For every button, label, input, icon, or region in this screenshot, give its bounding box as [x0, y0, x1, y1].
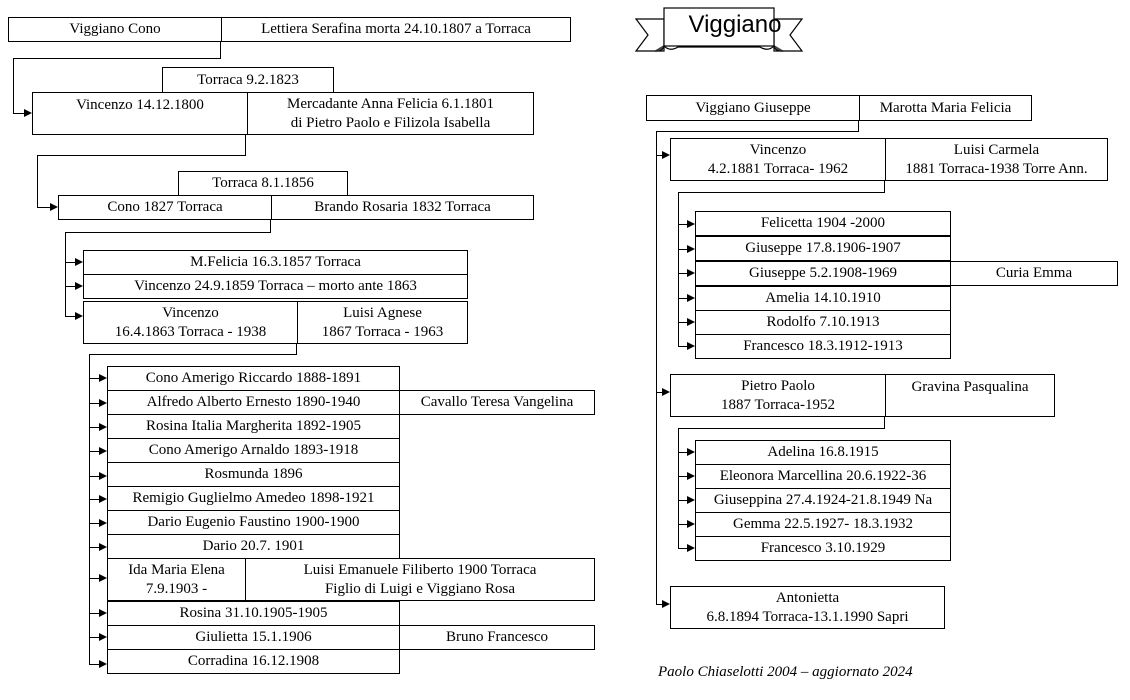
connector-line	[270, 220, 271, 232]
person-name: Curia Emma	[995, 265, 1073, 281]
arrow-icon	[99, 423, 107, 431]
spouse-curia-emma	[950, 261, 1118, 286]
connector-line	[37, 155, 38, 207]
arrow-icon	[687, 318, 695, 326]
child-row	[695, 512, 951, 537]
arrow-icon	[75, 312, 83, 320]
person-name: Giulietta 15.1.1906	[195, 629, 312, 645]
person-name: Corradina 16.12.1908	[187, 653, 320, 669]
connector-line	[65, 232, 66, 316]
connector-line	[13, 58, 14, 113]
person-dates: 1867 Torraca - 1963	[321, 323, 444, 340]
child-row	[695, 211, 951, 236]
page-title: Viggiano	[688, 11, 782, 38]
person-name: Pietro Paolo	[741, 377, 815, 394]
person-name: Giuseppe 17.8.1906-1907	[745, 240, 901, 256]
connector-line	[37, 207, 51, 208]
arrow-icon	[99, 495, 107, 503]
connector-line	[89, 378, 99, 379]
person-dates: 4.2.1881 Torraca- 1962	[707, 160, 849, 177]
person-name: Alfredo Alberto Ernesto 1890-1940	[146, 394, 361, 410]
person-name: Rodolfo 7.10.1913	[766, 314, 880, 330]
connector-line	[678, 500, 687, 501]
child-row	[107, 414, 400, 439]
person-name: Marotta Maria Felicia	[879, 99, 1012, 116]
connector-line	[89, 451, 99, 452]
connector-line	[89, 523, 99, 524]
person-name: Viggiano Cono	[69, 21, 161, 37]
arrow-icon	[99, 519, 107, 527]
person-name: Antonietta	[775, 589, 840, 606]
person-viggiano-giuseppe	[646, 95, 860, 121]
person-name: Dario 20.7. 1901	[202, 538, 305, 554]
arrow-icon	[99, 374, 107, 382]
person-parents: Figlio di Luigi e Viggiano Rosa	[324, 580, 516, 597]
marriage-label	[178, 171, 348, 196]
spouse-luisi-emanuele	[245, 558, 595, 601]
child-row	[695, 464, 951, 489]
person-name: Felicetta 1904 -2000	[760, 215, 886, 231]
connector-line	[678, 224, 687, 225]
connector-line	[37, 155, 246, 156]
person-name: Giuseppe 5.2.1908-1969	[749, 265, 897, 281]
marriage-text: Torraca 9.2.1823	[197, 71, 299, 88]
person-name: Dario Eugenio Faustino 1900-1900	[147, 514, 360, 530]
arrow-icon	[687, 472, 695, 480]
arrow-icon	[50, 203, 58, 211]
person-dates: 1887 Torraca-1952	[720, 396, 836, 413]
connector-line	[89, 403, 99, 404]
person-name: Luisi Emanuele Filiberto 1900 Torraca	[303, 561, 537, 578]
child-row	[107, 649, 400, 674]
person-name: Ida Maria Elena	[128, 561, 225, 578]
child-row	[695, 488, 951, 513]
person-viggiano-cono	[8, 17, 222, 42]
connector-line	[220, 42, 221, 58]
arrow-icon	[662, 388, 670, 396]
arrow-icon	[687, 294, 695, 302]
arrow-icon	[662, 600, 670, 608]
connector-line	[245, 135, 246, 155]
child-row	[695, 334, 951, 359]
child-row	[107, 601, 400, 626]
child-row	[695, 310, 951, 335]
connector-line	[678, 346, 687, 347]
arrow-icon	[687, 245, 695, 253]
person-m-felicia	[83, 250, 468, 275]
person-name: Eleonora Marcellina 20.6.1922-36	[719, 468, 927, 484]
person-name: Adelina 16.8.1915	[767, 444, 879, 460]
person-vincenzo-1800	[32, 92, 248, 135]
person-name: Viggiano Giuseppe	[695, 99, 811, 116]
connector-line	[13, 58, 221, 59]
connector-line	[89, 578, 99, 579]
person-name: Francesco 3.10.1929	[760, 540, 886, 556]
connector-line	[656, 131, 859, 132]
person-name: Mercadante Anna Felicia 6.1.1801	[286, 95, 495, 112]
connector-line	[678, 548, 687, 549]
child-row	[695, 536, 951, 561]
person-name: Gravina Pasqualina	[911, 379, 1029, 395]
connector-line	[678, 428, 679, 548]
person-name: Lettiera Serafina morta 24.10.1807 a Torraca	[261, 21, 531, 37]
arrow-icon	[99, 609, 107, 617]
child-row	[107, 625, 400, 650]
person-name: Francesco 18.3.1912-1913	[743, 338, 903, 354]
spouse-marotta-maria	[859, 95, 1032, 121]
person-cono-1827	[58, 195, 272, 220]
person-name: Cono Amerigo Riccardo 1888-1891	[145, 370, 362, 386]
connector-line	[89, 613, 99, 614]
person-name: Vincenzo	[162, 304, 219, 321]
connector-line	[89, 499, 99, 500]
connector-line	[65, 316, 75, 317]
child-row	[107, 366, 400, 391]
connector-line	[65, 262, 75, 263]
person-name: Cono 1827 Torraca	[107, 199, 223, 215]
connector-line	[89, 664, 99, 665]
person-dates: 6.8.1894 Torraca-13.1.1990 Sapri	[706, 608, 909, 625]
spouse-gravina-pasqualina	[885, 374, 1055, 417]
person-vincenzo-1863	[83, 301, 298, 344]
person-dates: 1881 Torraca-1938 Torre Ann.	[905, 160, 1088, 177]
arrow-icon	[75, 282, 83, 290]
person-parents: di Pietro Paolo e Filizola Isabella	[290, 114, 491, 131]
arrow-icon	[662, 151, 670, 159]
arrow-icon	[687, 220, 695, 228]
connector-line	[678, 249, 687, 250]
connector-line	[678, 428, 885, 429]
arrow-icon	[99, 543, 107, 551]
person-name: Luisi Carmela	[953, 141, 1040, 158]
arrow-icon	[687, 269, 695, 277]
arrow-icon	[687, 544, 695, 552]
connector-line	[89, 354, 90, 664]
person-name: Rosina 31.10.1905-1905	[179, 605, 328, 621]
arrow-icon	[24, 109, 32, 117]
child-row	[107, 534, 400, 559]
spouse-cavallo-teresa	[399, 390, 595, 415]
connector-line	[89, 427, 99, 428]
person-name: Cono Amerigo Arnaldo 1893-1918	[148, 442, 359, 458]
person-name: Rosmunda 1896	[204, 466, 303, 482]
arrow-icon	[99, 633, 107, 641]
spouse-mercadante	[247, 92, 534, 135]
arrow-icon	[687, 496, 695, 504]
person-name: Bruno Francesco	[445, 629, 549, 645]
person-pietro-paolo	[670, 374, 886, 417]
connector-line	[884, 181, 885, 192]
arrow-icon	[687, 448, 695, 456]
arrow-icon	[687, 520, 695, 528]
connector-line	[656, 131, 657, 604]
author-credit: Paolo Chiaselotti 2004 – aggiornato 2024	[658, 664, 913, 680]
connector-line	[89, 354, 297, 355]
spouse-luisi-carmela	[885, 138, 1108, 181]
connector-line	[678, 192, 885, 193]
person-name: Luisi Agnese	[343, 304, 422, 321]
person-name: Giuseppina 27.4.1924-21.8.1949 Na	[713, 492, 933, 508]
arrow-icon	[75, 258, 83, 266]
spouse-brando-rosaria	[271, 195, 534, 220]
person-dates: 16.4.1863 Torraca - 1938	[114, 323, 267, 340]
person-name: Cavallo Teresa Vangelina	[420, 394, 574, 410]
connector-line	[678, 322, 687, 323]
person-name: Gemma 22.5.1927- 18.3.1932	[733, 516, 913, 532]
connector-line	[678, 452, 687, 453]
marriage-text: Torraca 8.1.1856	[212, 175, 314, 191]
child-row	[695, 440, 951, 465]
child-row	[107, 510, 400, 535]
arrow-icon	[99, 399, 107, 407]
arrow-icon	[687, 342, 695, 350]
arrow-icon	[99, 447, 107, 455]
child-row	[107, 390, 400, 415]
person-name: Remigio Guglielmo Amedeo 1898-1921	[132, 490, 375, 506]
connector-line	[678, 476, 687, 477]
person-name: Vincenzo	[749, 141, 807, 158]
person-antonietta	[670, 586, 945, 629]
person-name: Vincenzo 24.9.1859 Torraca – morto ante 1863	[134, 278, 417, 294]
person-name: Brando Rosaria 1832 Torraca	[314, 199, 491, 215]
connector-line	[296, 344, 297, 354]
person-dates: 7.9.1903 -	[145, 580, 208, 597]
person-name: Rosina Italia Margherita 1892-1905	[145, 418, 362, 434]
person-vincenzo-1881	[670, 138, 886, 181]
child-row	[695, 261, 951, 286]
connector-line	[65, 232, 271, 233]
connector-line	[678, 524, 687, 525]
spouse-luisi-agnese	[297, 301, 468, 344]
connector-line	[678, 273, 687, 274]
child-row	[107, 462, 400, 487]
child-row	[107, 486, 400, 511]
person-vincenzo-1859	[83, 274, 468, 299]
child-row	[107, 438, 400, 463]
connector-line	[678, 298, 687, 299]
arrow-icon	[99, 660, 107, 668]
person-name: M.Felicia 16.3.1857 Torraca	[190, 254, 361, 270]
connector-line	[89, 637, 99, 638]
spouse-bruno-francesco	[399, 625, 595, 650]
arrow-icon	[99, 574, 107, 582]
child-row	[107, 558, 246, 601]
arrow-icon	[99, 472, 107, 480]
connector-line	[89, 547, 99, 548]
child-row	[695, 236, 951, 261]
person-name: Amelia 14.10.1910	[765, 290, 881, 306]
child-row	[695, 286, 951, 311]
person-name: Vincenzo 14.12.1800	[76, 97, 204, 113]
marriage-label	[162, 67, 334, 93]
connector-line	[858, 121, 859, 131]
connector-line	[884, 417, 885, 428]
connector-line	[89, 476, 99, 477]
connector-line	[65, 286, 75, 287]
spouse-lettiera-serafina	[221, 17, 571, 42]
